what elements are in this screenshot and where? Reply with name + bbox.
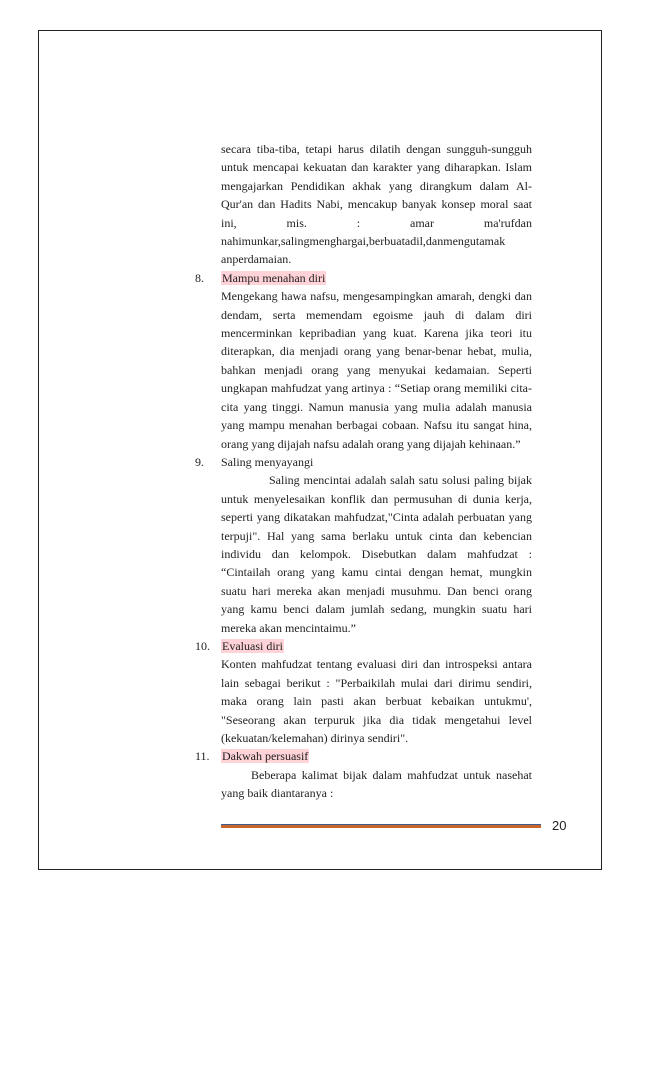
page-number: 20 [552, 818, 567, 833]
footer-accent-bar [221, 824, 541, 828]
intro-text: secara tiba-tiba, tetapi harus dilatih dengan sungguh-sungguh untuk mencapai kekuatan dan karakter yang diharapkan. Islam mengajarkan Pendidikan akhak yang dirangkum dalam Al-Qur'an dan Hadits Nabi, mencakup banyak konsep moral saat ini, mis. : amar ma'rufdan nahimunkar,salingmenghargai,berbuatadil,danmengutamak anperdamaian. [221, 142, 532, 267]
item-title: Mampu menahan diri [222, 270, 326, 285]
item-title: Saling menyayangi [221, 454, 314, 469]
list-number: 9. [195, 454, 204, 469]
list-item-10 [182, 637, 532, 747]
item-text: Mengekang hawa nafsu, mengesampingkan amarah, dengki dan dendam, serta memendam egoisme jauh di dalam diri mencerminkan kepribadian yang kuat. Karena jika teori itu diterapkan, dia menjadi orang yang benar-benar hebat, mulia, bahkan menjadi orang yang menyukai kedamaian. Seperti ungkapan mahfudzat yang artinya : “Setiap orang memiliki cita-cita yang tinggi. Namun manusia yang mulia adalah manusia yang mampu menahan berbagai cobaan. Nafsu itu sangat hina, orang yang dijajah nafsu adalah orang yang dijajah kehinaan.” [221, 289, 532, 451]
item-title: Dakwah persuasif [222, 749, 309, 764]
page-content [182, 140, 532, 803]
item-title: Evaluasi diri [222, 638, 283, 653]
list-item-9 [182, 453, 532, 637]
list-number: 8. [195, 270, 204, 285]
intro-paragraph [182, 140, 532, 269]
list-number: 10. [195, 638, 210, 653]
list-number: 11. [195, 749, 210, 764]
item-text: Saling mencintai adalah salah satu solusi paling bijak untuk menyelesaikan konflik dan permusuhan di dunia kerja, seperti yang dikatakan mahfudzat,"Cinta adalah perbuatan yang terpuji". Hal yang sama berlaku untuk cinta dan kebencian individu dan kelompok. Disebutkan dalam mahfudzat : “Cintailah orang yang kamu cintai dengan hemat, mungkin suatu hari mereka akan menjadi musuhmu. Dan benci orang yang kamu benci dalam jumlah sedang, mungkin suatu hari mereka akan mencintaimu.” [221, 473, 532, 635]
item-text: Beberapa kalimat bijak dalam mahfudzat untuk nasehat yang baik diantaranya : [221, 767, 532, 801]
list-item-11 [182, 747, 532, 802]
list-item-8 [182, 269, 532, 453]
item-text: Konten mahfudzat tentang evaluasi diri dan introspeksi antara lain sebagai berikut : "Perbaikilah mulai dari dirimu sendiri, maka orang lain pasti akan berbuat kebaikan untukmu', "Seseorang akan terpuruk jika dia tidak mengetahui level (kekuatan/kelemahan) dirinya sendiri". [221, 657, 532, 745]
